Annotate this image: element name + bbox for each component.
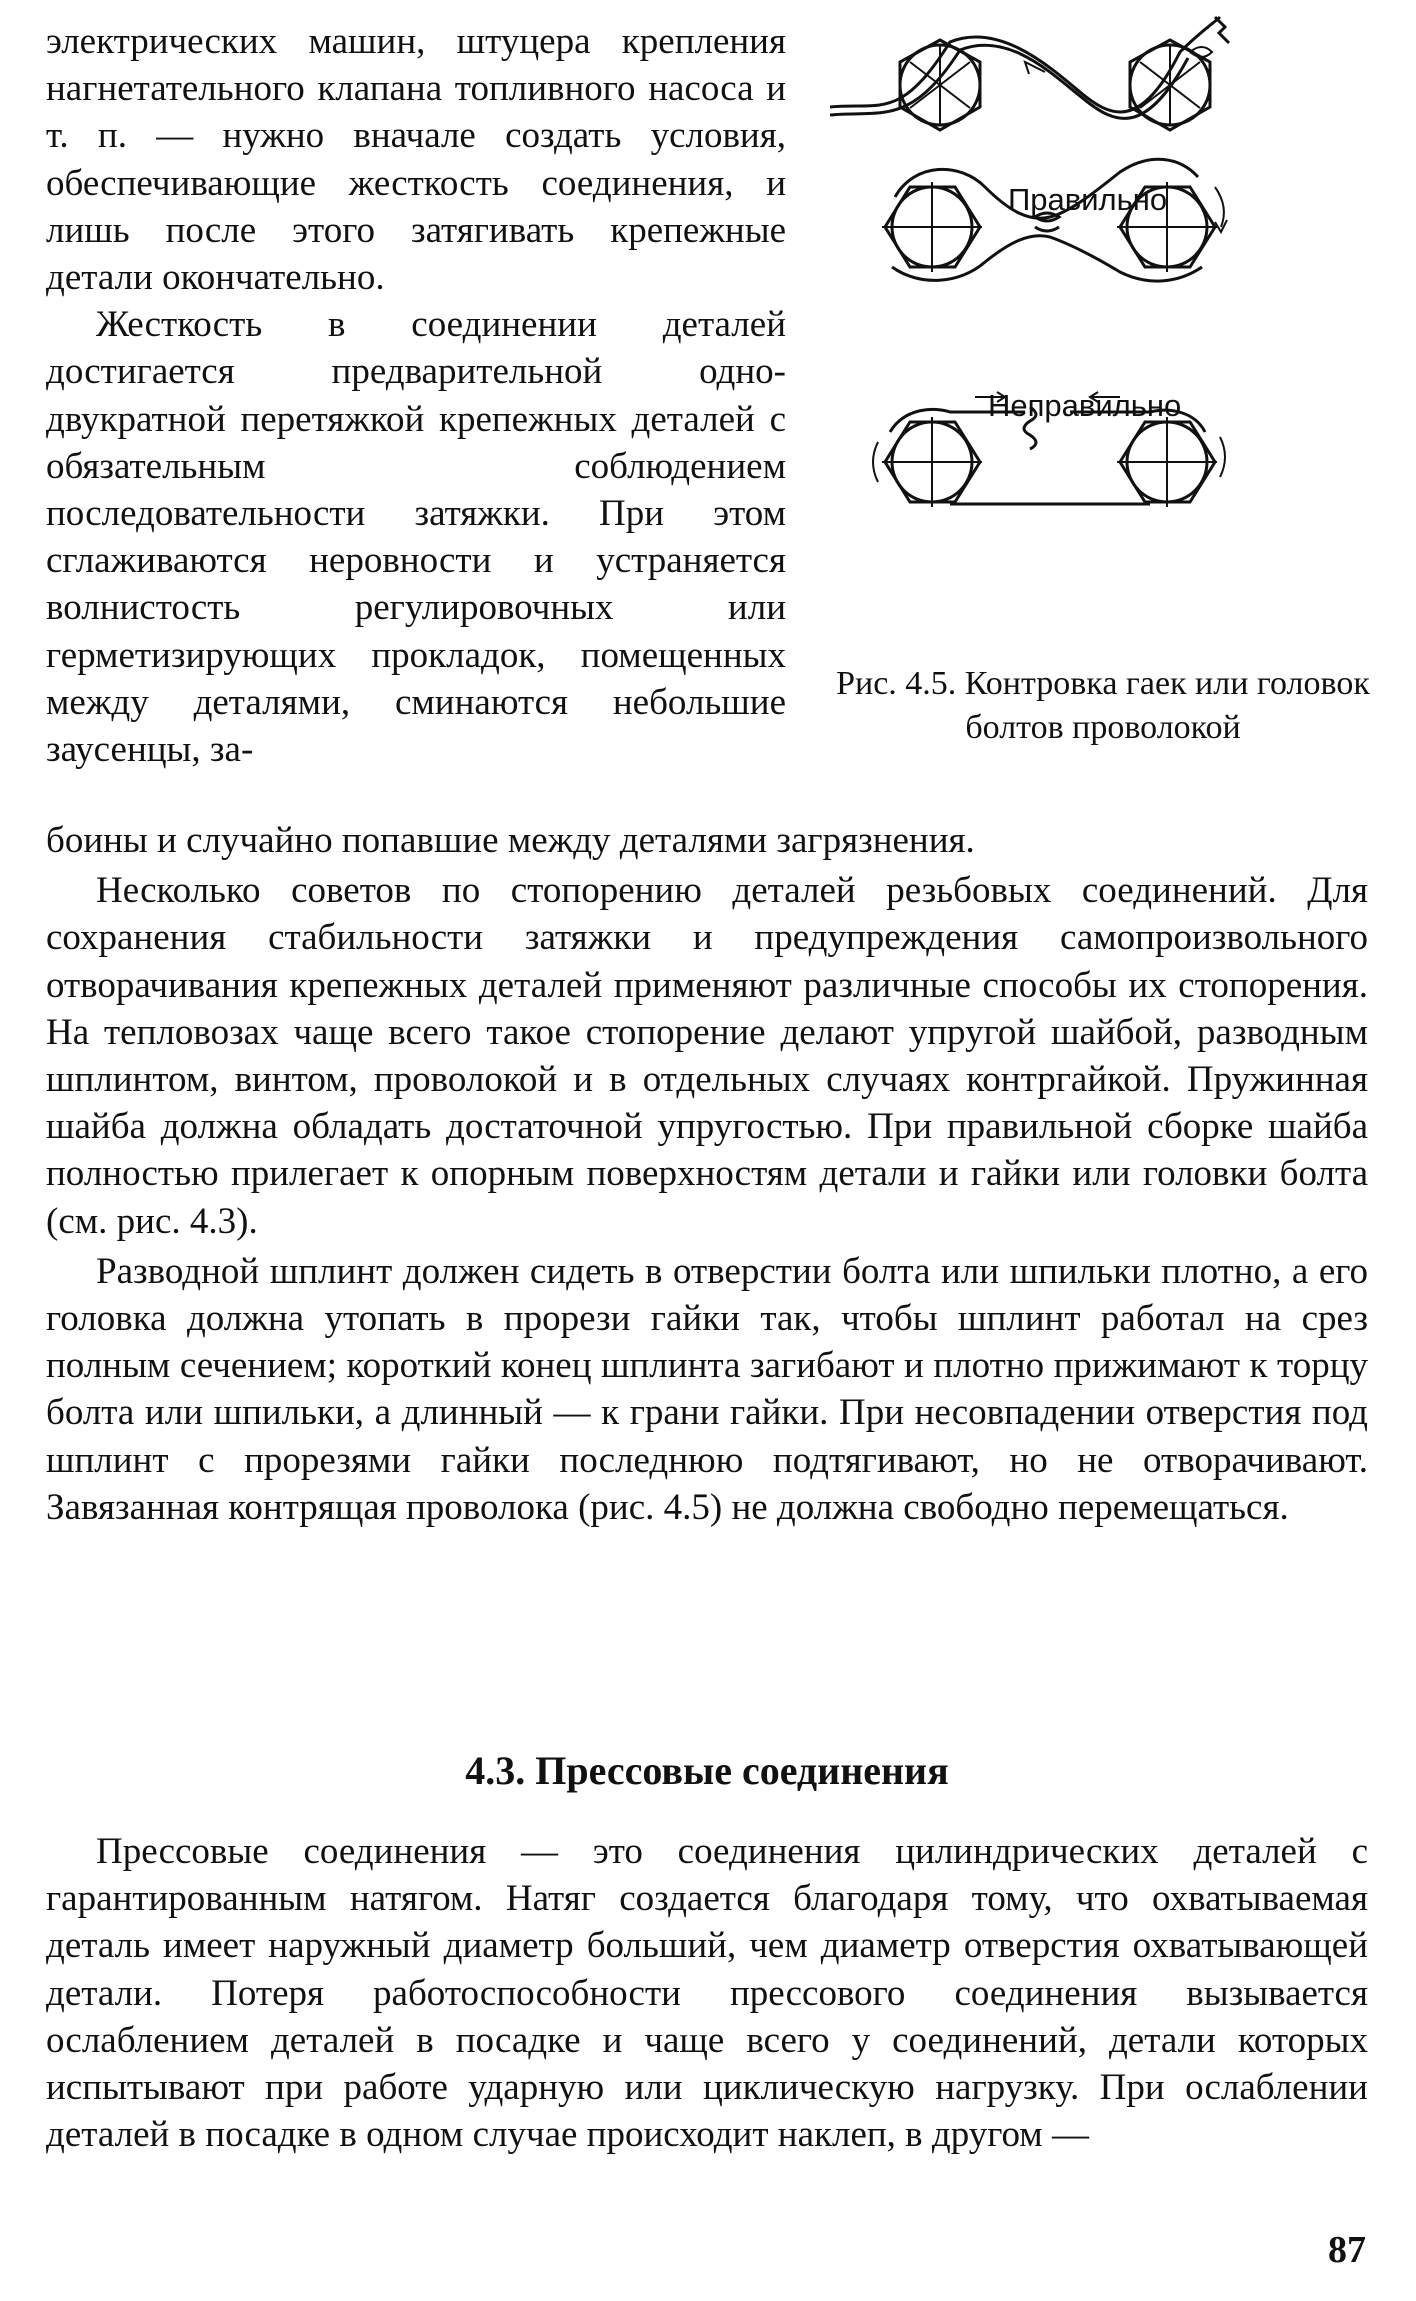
- paragraph-continued: электрических машин, штуцера крепления нагнетательного клапана топливного насоса и т. п. — нужно вначале создать условия, обеспечивающие жесткость соединения, и лишь после этого затягивать крепежные детали окончательно.: [46, 21, 786, 299]
- page-number: 87: [1328, 2229, 1366, 2271]
- paragraph-locking-advice: Несколько советов по стопорению деталей резьбовых соединений. Для сохранения стабильности затяжки и предупреждения самопроизвольного отворачивания крепежных деталей применяют различные способы их стопорения. На тепловозах чаще всего такое стопорение делают упругой шайбой, разводным шплинтом, винтом, проволокой и в отдельных случаях контргайкой. Пружинная шайба должна обладать достаточной упругостью. При правильной сборке шайба полностью прилегает к опорным поверхностям детали и гайки или головки болта (см. рис. 4.3).: [46, 870, 1368, 1242]
- section-heading: 4.3. Прессовые соединения: [465, 1748, 949, 1793]
- paragraph-press-fit: Прессовые соединения — это соединения цилиндрических деталей с гарантированным натягом. Натяг создается благодаря тому, что охватываемая деталь имеет наружный диаметр больший, чем диаметр отверстия охватывающей детали. Потеря работоспособности прессового соединения вызывается ослаблением деталей в посадке и чаще всего у соединений, детали которых испытывают при работе ударную или циклическую нагрузку. При ослаблении деталей в посадке в одном случае происходит наклеп, в другом —: [46, 1831, 1368, 2156]
- paragraph-rigidity: Жесткость в соединении деталей достигается предварительной одно-двукратной перетяжкой крепежных деталей с обязательным соблюдением последовательности затяжки. При этом сглаживаются неровности и устраняется волнистость регулировочных или герметизирующих прокладок, помещенных между деталями, сминаются небольшие заусенцы, за-: [46, 304, 786, 771]
- paragraph-cotter-pin: Разводной шплинт должен сидеть в отверстии болта или шпильки плотно, а его головка должна утопать в прорези гайки так, чтобы шплинт работал на срез полным сечением; короткий конец шплинта загибают и плотно прижимают к торцу болта или шпильки, а длинный — к грани гайки. При несовпадении отверстия под шплинт с прорезями гайки последнюю подтягивают, но не отворачивают. Завязанная контрящая проволока (рис. 4.5) не должна свободно перемещаться.: [46, 1250, 1368, 1528]
- top-left-nut: [900, 40, 980, 130]
- left-column-text: [46, 18, 786, 773]
- label-correct: Правильно: [1008, 182, 1168, 217]
- label-incorrect: Неправильно: [988, 388, 1182, 423]
- bottom-left-bolt: [882, 417, 982, 507]
- figure-wire-locking: [820, 12, 1380, 652]
- full-width-text: [46, 817, 1368, 1531]
- paragraph-end: боины и случайно попавшие между деталями загрязнения.: [46, 820, 975, 861]
- figure-caption: Рис. 4.5. Контровка гаек или головок болтов проволокой: [836, 665, 1370, 746]
- bottom-right-bolt: [1117, 417, 1217, 507]
- section-body: [46, 1828, 1368, 2158]
- wire-locking-diagram: [820, 12, 1380, 652]
